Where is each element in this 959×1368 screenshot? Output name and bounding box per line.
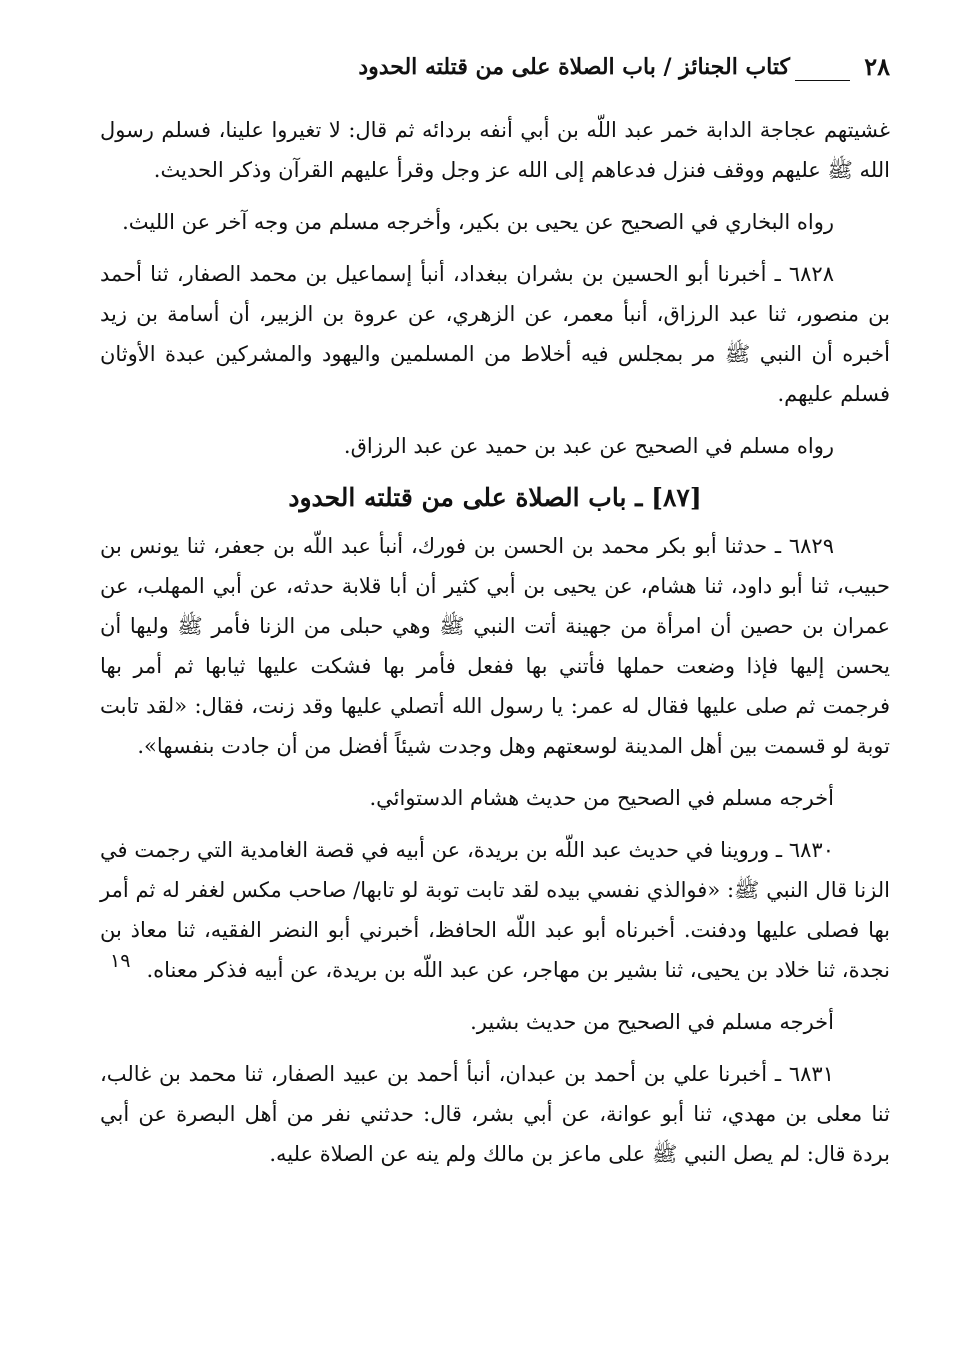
paragraph: ٦٨٣١ ـ أخبرنا علي بن أحمد بن عبدان، أنبأ أحمد بن عبيد الصفار، ثنا محمد بن غالب، ثنا معلى بن مهدي، ثنا أبو عوانة، عن أبي بشر، قال: حدثني نفر من أهل البصرة عن أبي بردة قال: لم يصل النبي ﷺ على ماعز بن مالك ولم ينه عن الصلاة عليه.	[100, 1062, 890, 1166]
paragraph: أخرجه مسلم في الصحيح من حديث هشام الدستوائي.	[369, 786, 834, 810]
paragraph: رواه البخاري في الصحيح عن يحيى بن بكير، وأخرجه مسلم من وجه آخر عن الليث.	[122, 210, 834, 234]
paragraph: ٦٨٢٨ ـ أخبرنا أبو الحسين بن بشران ببغداد، أنبأ إسماعيل بن محمد الصفار، ثنا أحمد بن منصور، ثنا عبد الرزاق، أنبأ معمر، عن الزهري، عن عروة بن الزبير، أن أسامة بن زيد أخبره أن النبي ﷺ مر بمجلس فيه أخلاط من المسلمين واليهود والمشركين عبدة الأوثان فسلم عليهم.	[100, 262, 890, 406]
paragraph: أخرجه مسلم في الصحيح من حديث بشير.	[470, 1010, 834, 1034]
page-body	[100, 110, 890, 1186]
paragraph: ٦٨٢٩ ـ حدثنا أبو بكر محمد بن الحسن بن فورك، أنبأ عبد اللّه بن جعفر، ثنا يونس بن حبيب، ثنا أبو داود، ثنا هشام، عن يحيى بن أبي كثير أن أبا قلابة حدثه، عن أبي المهلب، عن عمران بن حصين أن امرأة من جهينة أتت النبي ﷺ وهي حبلى من الزنا فأمر ﷺ وليها أن يحسن إليها فإذا وضعت حملها فأتني بها ففعل فأمر بها فشكت عليها ثيابها ثم أمر بها فرجمت ثم صلى عليها فقال له عمر: يا رسول الله أتصلي عليها وقد زنت، فقال: «لقد تابت توبة لو قسمت بين أهل المدينة لوسعتهم وهل وجدت شيئاً أفضل من أن جادت بنفسها».	[100, 534, 890, 758]
paragraph: غشيتهم عجاجة الدابة خمر عبد اللّه بن أبي أنفه بردائه ثم قال: لا تغيروا علينا، فسلم رسول الله ﷺ عليهم ووقف فنزل فدعاهم إلى الله عز وجل وقرأ عليهم القرآن وذكر الحديث.	[100, 118, 890, 182]
paragraph: ٦٨٣٠ ـ وروينا في حديث عبد اللّه بن بريدة، عن أبيه في قصة الغامدية التي رجمت في الزنا قال النبي ﷺ: «فوالذي نفسي بيده لقد تابت توبة لو تابها/ صاحب مكس لغفر له ثم أمر بها فصلى عليها ودفنت. أخبرناه أبو عبد اللّه الحافظ، أخبرني أبو النضر الفقيه، ثنا معاذ بن نجدة، ثنا خلاد بن يحيى، ثنا بشير بن مهاجر، عن عبد اللّه بن بريدة، عن أبيه فذكر معناه.	[100, 838, 890, 982]
paragraph: رواه مسلم في الصحيح عن عبد بن حميد عن عبد الرزاق.	[343, 434, 834, 458]
header-rule	[795, 80, 850, 81]
running-title: كتاب الجنائز / باب الصلاة على من قتلته الحدود	[358, 54, 790, 80]
section-heading: [٨٧] ـ باب الصلاة على من قتلته الحدود	[288, 483, 702, 512]
page-header	[110, 48, 890, 88]
margin-note: ١٩	[110, 950, 131, 972]
page-number: ٢٨	[864, 52, 890, 81]
